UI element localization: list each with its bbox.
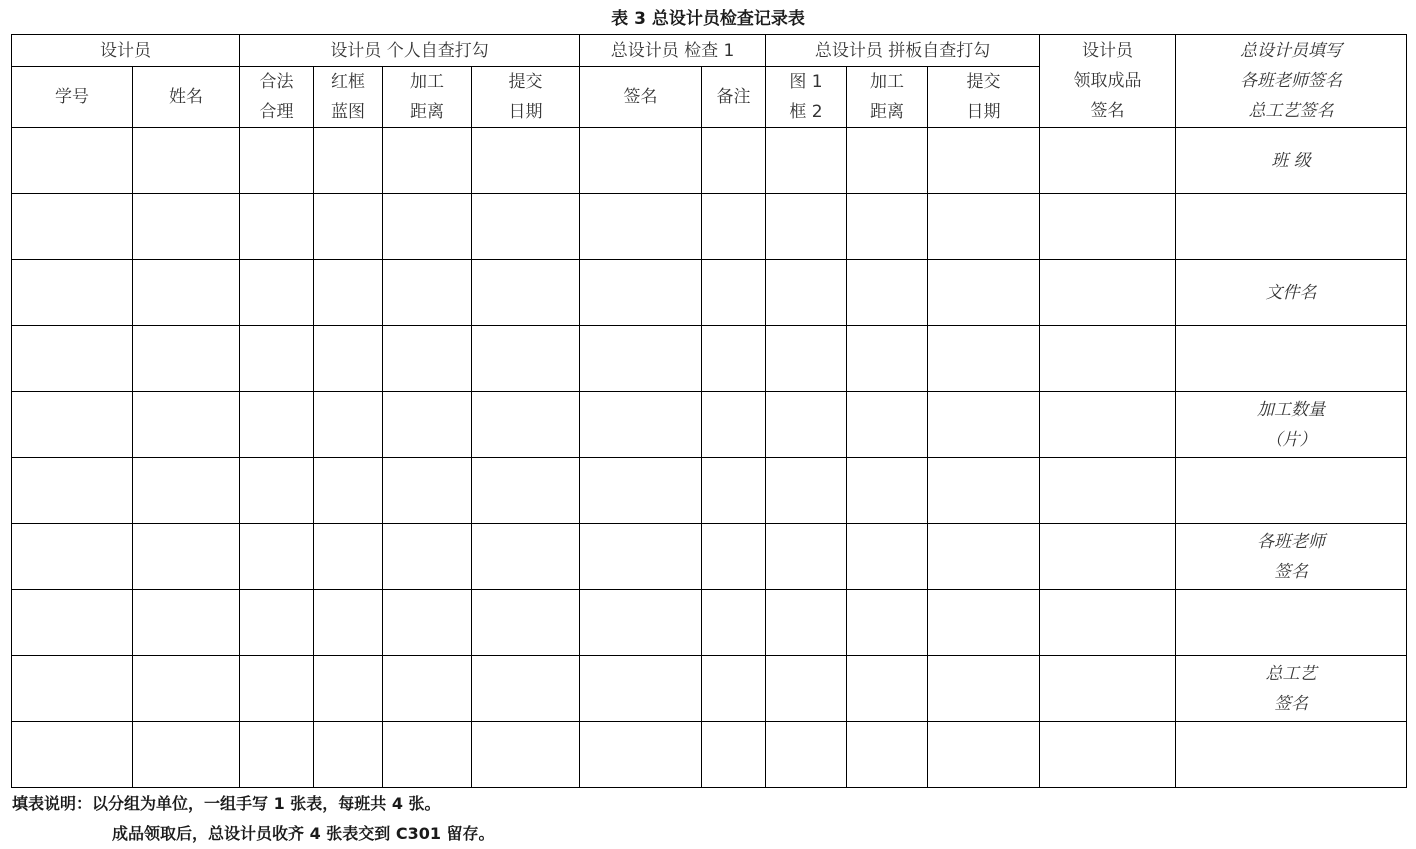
header-board-check: 总设计员 拼板自查打勾 bbox=[766, 35, 1040, 67]
entry-cell[interactable] bbox=[314, 128, 383, 194]
entry-cell[interactable] bbox=[928, 656, 1040, 722]
entry-cell[interactable] bbox=[12, 590, 133, 656]
entry-cell[interactable] bbox=[383, 722, 472, 788]
entry-cell[interactable] bbox=[847, 128, 928, 194]
entry-cell[interactable] bbox=[766, 656, 847, 722]
entry-cell[interactable] bbox=[383, 194, 472, 260]
note-line-1: 填表说明：以分组为单位，一组手写 1 张表，每班共 4 张。 bbox=[12, 794, 441, 813]
entry-cell[interactable] bbox=[12, 722, 133, 788]
entry-cell[interactable] bbox=[472, 392, 580, 458]
side-label-text: 各班老师 bbox=[1257, 531, 1326, 552]
entry-cell[interactable] bbox=[314, 194, 383, 260]
entry-cell[interactable] bbox=[702, 326, 766, 392]
entry-cell[interactable] bbox=[314, 458, 383, 524]
entry-cell[interactable] bbox=[314, 392, 383, 458]
entry-cell[interactable] bbox=[766, 458, 847, 524]
entry-cell[interactable] bbox=[472, 194, 580, 260]
table-row bbox=[12, 524, 1407, 590]
entry-cell[interactable] bbox=[383, 656, 472, 722]
entry-cell[interactable] bbox=[383, 590, 472, 656]
entry-cell[interactable] bbox=[1040, 656, 1176, 722]
entry-cell[interactable] bbox=[766, 128, 847, 194]
header-student-id: 学号 bbox=[12, 67, 133, 128]
entry-cell[interactable] bbox=[314, 656, 383, 722]
entry-cell[interactable] bbox=[847, 722, 928, 788]
table-row bbox=[12, 128, 1407, 194]
table-row bbox=[12, 590, 1407, 656]
entry-cell[interactable] bbox=[1040, 524, 1176, 590]
side-label-cell bbox=[1176, 326, 1407, 392]
header-chief-check: 总设计员 检查 1 bbox=[580, 35, 766, 67]
side-label-text: （片） bbox=[1265, 429, 1317, 450]
header-legal: 合法 合理 bbox=[240, 67, 314, 128]
entry-cell[interactable] bbox=[383, 524, 472, 590]
entry-cell[interactable] bbox=[580, 260, 702, 326]
header-red-frame: 红框 蓝图 bbox=[314, 67, 383, 128]
entry-cell[interactable] bbox=[766, 326, 847, 392]
entry-cell[interactable] bbox=[847, 458, 928, 524]
entry-cell[interactable] bbox=[12, 458, 133, 524]
entry-cell[interactable] bbox=[702, 260, 766, 326]
entry-cell[interactable] bbox=[766, 392, 847, 458]
entry-cell[interactable] bbox=[133, 194, 240, 260]
entry-cell[interactable] bbox=[580, 656, 702, 722]
entry-cell[interactable] bbox=[472, 524, 580, 590]
header-receive-sign: 设计员 领取成品 签名 bbox=[1040, 35, 1176, 128]
entry-cell[interactable] bbox=[928, 590, 1040, 656]
entry-cell[interactable] bbox=[580, 128, 702, 194]
entry-cell[interactable] bbox=[928, 392, 1040, 458]
entry-cell[interactable] bbox=[847, 326, 928, 392]
side-label-cell bbox=[1176, 260, 1407, 326]
entry-cell[interactable] bbox=[702, 392, 766, 458]
table-row bbox=[12, 392, 1407, 458]
table-row bbox=[12, 194, 1407, 260]
entry-cell[interactable] bbox=[314, 590, 383, 656]
entry-cell[interactable] bbox=[847, 590, 928, 656]
entry-cell[interactable] bbox=[766, 260, 847, 326]
entry-cell[interactable] bbox=[12, 194, 133, 260]
entry-cell[interactable] bbox=[133, 722, 240, 788]
side-label-cell bbox=[1176, 392, 1407, 458]
side-label-cell bbox=[1176, 656, 1407, 722]
entry-cell[interactable] bbox=[472, 458, 580, 524]
entry-cell[interactable] bbox=[1040, 458, 1176, 524]
table-row bbox=[12, 326, 1407, 392]
entry-cell[interactable] bbox=[240, 722, 314, 788]
entry-cell[interactable] bbox=[472, 260, 580, 326]
header-self-check: 设计员 个人自查打勾 bbox=[240, 35, 580, 67]
header-submit-date-2: 提交 日期 bbox=[928, 67, 1040, 128]
entry-cell[interactable] bbox=[133, 458, 240, 524]
entry-cell[interactable] bbox=[702, 128, 766, 194]
note-line-2: 成品领取后，总设计员收齐 4 张表交到 C301 留存。 bbox=[112, 824, 495, 843]
side-label-text: 文件名 bbox=[1265, 282, 1317, 303]
entry-cell[interactable] bbox=[928, 260, 1040, 326]
entry-cell[interactable] bbox=[314, 722, 383, 788]
side-label-cell bbox=[1176, 128, 1407, 194]
entry-cell[interactable] bbox=[928, 458, 1040, 524]
table-title: 表 3 总设计员检查记录表 bbox=[611, 9, 805, 29]
entry-cell[interactable] bbox=[766, 524, 847, 590]
entry-cell[interactable] bbox=[928, 326, 1040, 392]
header-chief-fill: 总设计员填写 各班老师签名 总工艺签名 bbox=[1176, 35, 1407, 128]
entry-cell[interactable] bbox=[240, 656, 314, 722]
side-label-cell bbox=[1176, 458, 1407, 524]
entry-cell[interactable] bbox=[1040, 260, 1176, 326]
entry-cell[interactable] bbox=[1040, 326, 1176, 392]
entry-cell[interactable] bbox=[847, 392, 928, 458]
entry-cell[interactable] bbox=[847, 194, 928, 260]
header-remark: 备注 bbox=[702, 67, 766, 128]
header-row-top bbox=[12, 35, 1407, 67]
entry-cell[interactable] bbox=[12, 524, 133, 590]
entry-cell[interactable] bbox=[928, 194, 1040, 260]
entry-cell[interactable] bbox=[580, 458, 702, 524]
header-distance-2: 加工 距离 bbox=[847, 67, 928, 128]
entry-cell[interactable] bbox=[702, 656, 766, 722]
entry-cell[interactable] bbox=[240, 260, 314, 326]
entry-cell[interactable] bbox=[702, 458, 766, 524]
entry-cell[interactable] bbox=[383, 326, 472, 392]
header-designer: 设计员 bbox=[12, 35, 240, 67]
entry-cell[interactable] bbox=[240, 128, 314, 194]
entry-cell[interactable] bbox=[314, 260, 383, 326]
entry-cell[interactable] bbox=[133, 326, 240, 392]
entry-cell[interactable] bbox=[383, 458, 472, 524]
entry-cell[interactable] bbox=[240, 590, 314, 656]
entry-cell[interactable] bbox=[928, 524, 1040, 590]
entry-cell[interactable] bbox=[472, 590, 580, 656]
side-label-text: 签名 bbox=[1274, 693, 1309, 714]
entry-cell[interactable] bbox=[12, 260, 133, 326]
entry-cell[interactable] bbox=[472, 128, 580, 194]
side-label-text: 加工数量 bbox=[1257, 399, 1326, 420]
entry-cell[interactable] bbox=[472, 326, 580, 392]
header-name: 姓名 bbox=[133, 67, 240, 128]
table-row bbox=[12, 656, 1407, 722]
entry-cell[interactable] bbox=[580, 722, 702, 788]
entry-cell[interactable] bbox=[314, 326, 383, 392]
entry-cell[interactable] bbox=[383, 128, 472, 194]
entry-cell[interactable] bbox=[580, 326, 702, 392]
entry-cell[interactable] bbox=[928, 128, 1040, 194]
entry-cell[interactable] bbox=[580, 392, 702, 458]
entry-cell[interactable] bbox=[766, 590, 847, 656]
header-sign: 签名 bbox=[580, 67, 702, 128]
entry-cell[interactable] bbox=[12, 326, 133, 392]
entry-cell[interactable] bbox=[240, 326, 314, 392]
entry-cell[interactable] bbox=[240, 458, 314, 524]
entry-cell[interactable] bbox=[12, 656, 133, 722]
entry-cell[interactable] bbox=[240, 392, 314, 458]
entry-cell[interactable] bbox=[133, 392, 240, 458]
entry-cell[interactable] bbox=[847, 656, 928, 722]
side-label-cell bbox=[1176, 194, 1407, 260]
entry-cell[interactable] bbox=[847, 260, 928, 326]
side-label-text: 总工艺 bbox=[1265, 663, 1317, 684]
entry-cell[interactable] bbox=[702, 524, 766, 590]
entry-cell[interactable] bbox=[1040, 392, 1176, 458]
entry-cell[interactable] bbox=[702, 194, 766, 260]
side-label-text: 签名 bbox=[1274, 561, 1309, 582]
entry-cell[interactable] bbox=[1040, 590, 1176, 656]
side-label-cell bbox=[1176, 590, 1407, 656]
entry-cell[interactable] bbox=[928, 722, 1040, 788]
entry-cell[interactable] bbox=[580, 590, 702, 656]
table-row bbox=[12, 458, 1407, 524]
entry-cell[interactable] bbox=[766, 722, 847, 788]
entry-cell[interactable] bbox=[133, 590, 240, 656]
entry-cell[interactable] bbox=[240, 194, 314, 260]
header-distance-1: 加工 距离 bbox=[383, 67, 472, 128]
entry-cell[interactable] bbox=[314, 524, 383, 590]
entry-cell[interactable] bbox=[1040, 722, 1176, 788]
entry-cell[interactable] bbox=[472, 656, 580, 722]
fill-instructions bbox=[12, 789, 1312, 849]
record-table bbox=[11, 34, 1407, 788]
entry-cell[interactable] bbox=[766, 194, 847, 260]
entry-cell[interactable] bbox=[133, 260, 240, 326]
entry-cell[interactable] bbox=[383, 260, 472, 326]
side-label-cell bbox=[1176, 722, 1407, 788]
entry-cell[interactable] bbox=[133, 128, 240, 194]
entry-cell[interactable] bbox=[240, 524, 314, 590]
side-label-text: 班 级 bbox=[1271, 150, 1311, 171]
entry-cell[interactable] bbox=[580, 524, 702, 590]
entry-cell[interactable] bbox=[133, 524, 240, 590]
entry-cell[interactable] bbox=[133, 656, 240, 722]
entry-cell[interactable] bbox=[847, 524, 928, 590]
entry-cell[interactable] bbox=[383, 392, 472, 458]
table-row bbox=[12, 260, 1407, 326]
entry-cell[interactable] bbox=[12, 392, 133, 458]
header-submit-date-1: 提交 日期 bbox=[472, 67, 580, 128]
table-row bbox=[12, 722, 1407, 788]
entry-cell[interactable] bbox=[472, 722, 580, 788]
entry-cell[interactable] bbox=[12, 128, 133, 194]
entry-cell[interactable] bbox=[580, 194, 702, 260]
entry-cell[interactable] bbox=[702, 590, 766, 656]
entry-cell[interactable] bbox=[1040, 128, 1176, 194]
entry-cell[interactable] bbox=[702, 722, 766, 788]
side-label-cell bbox=[1176, 524, 1407, 590]
header-fig: 图 1 框 2 bbox=[766, 67, 847, 128]
entry-cell[interactable] bbox=[1040, 194, 1176, 260]
